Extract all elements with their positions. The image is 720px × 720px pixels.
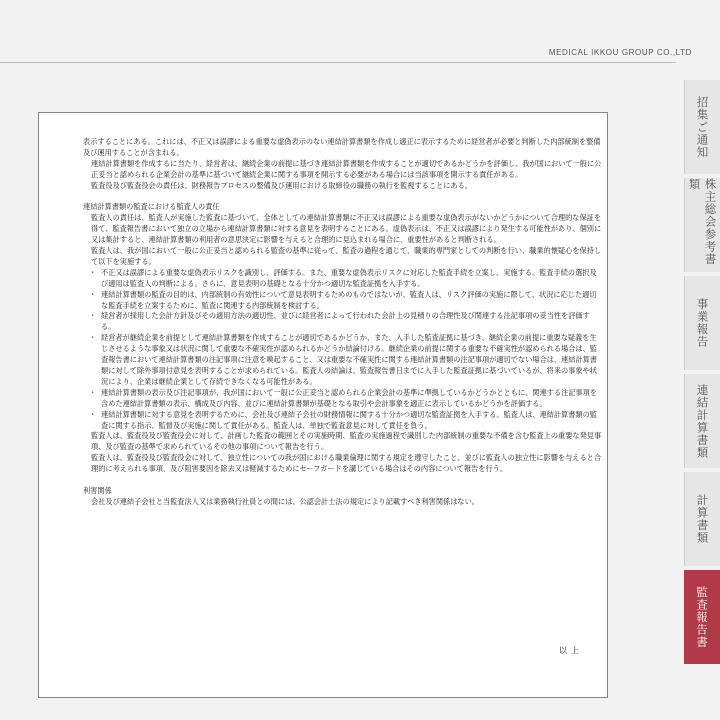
tab-financial-statements[interactable]: 計算書類 [684,472,720,566]
tab-consolidated-statements[interactable]: 連結計算書類 [684,374,720,468]
bullet-mark: ・ [89,387,97,397]
bullet-item [83,388,603,410]
section-heading: 連結計算書類の監査における監査人の責任 [83,202,220,212]
paragraph: 監査人の責任は、監査人が実施した監査に基づいて、全体としての連結計算書類に不正又は誤謬による重要な虚偽表示がないかどうかについて合理的な保証を得て、監査報告書において独立の立場から連結計算書類に対する意見を表明することにある。虚偽表示は、不正又は誤謬により発生する可能性があり、個別に又は集計すると、連結計算書類の利用者の意思決定に影響を与えると合理的に見込まれる場合に、重要性があると判断される。 [91,213,602,245]
bullet-text: 連結計算書類の監査の目的は、内部統制の有効性について意見表明するためのものではないが、監査人は、リスク評価の実施に際して、状況に応じた適切な監査手続を立案するために、監査に関連する内部統制を検討する。 [101,289,597,310]
bullet-item [83,410,603,432]
bullet-mark: ・ [89,311,97,321]
bullet-item [83,290,603,312]
bullet-text: 連結計算書類の表示及び注記事項が、我が国において一般に公正妥当と認められる企業会計の基準に準拠しているかどうかとともに、関連する注記事項を含めた連結計算書類の表示、構成及び内容、並びに連結計算書類が基礎となる取引や会計事象を適正に表示しているかどうかを評価する。 [101,387,597,408]
section-nav [684,80,720,668]
paragraph: 表示することにある。これには、不正又は誤謬による重要な虚偽表示のない連結計算書類を作成し適正に表示するために経営者が必要と判断した内部統制を整備及び運用することが含まれる。 [83,137,601,157]
paragraph: 監査人は、我が国において一般に公正妥当と認められる監査の基準に従って、監査の過程を通じて、職業的専門家としての判断を行い、職業的懐疑心を保持して以下を実施する。 [91,246,602,266]
bullet-item [83,268,603,290]
header-divider [0,62,676,63]
bullet-text: 経営者が採用した会計方針及びその適用方法の適切性、並びに経営者によって行われた会計上の見積りの合理性及び関連する注記事項の妥当性を評価する。 [101,311,590,332]
company-name: MEDICAL IKKOU GROUP CO.,LTD [548,48,692,57]
tab-business-report[interactable]: 事業報告 [684,276,720,370]
bullet-text: 不正又は誤謬による重要な虚偽表示リスクを識別し、評価する。また、重要な虚偽表示リスクに対応した監査手続を立案し、実施する。監査手続の選択及び適用は監査人の判断による。さらに、意見表明の基礎となる十分かつ適切な監査証拠を入手する。 [101,267,597,288]
tab-reference-documents[interactable]: 株主総会参考書類 [684,178,720,272]
paragraph: 会社及び連結子会社と当監査法人又は業務執行社員との間には、公認会計士法の規定により記載すべき利害関係はない。 [91,496,479,506]
closing-mark: 以上 [559,646,583,655]
bullet-item [83,311,603,333]
bullet-mark: ・ [89,333,97,343]
section-heading: 利害関係 [83,485,112,495]
paragraph: 監査人は、監査役及び監査役会に対して、独立性についての我が国における職業倫理に関する規定を遵守したこと、並びに監査人の独立性に影響を与えると合理的に考えられる事項、及び阻害要因を除去又は軽減するためにセーフガードを講じている場合はその内容について報告を行う。 [91,453,602,474]
tab-convocation-notice[interactable]: 招集ご通知 [684,80,720,174]
paragraph: 監査役及び監査役会の責任は、財務報告プロセスの整備及び運用における取締役の職務の執行を監視することにある。 [91,180,472,190]
bullet-mark: ・ [89,409,97,419]
bullet-mark: ・ [89,267,97,277]
document-body [83,137,603,508]
tab-audit-report[interactable]: 監査報告書 [684,570,720,664]
document-page [38,112,608,698]
bullet-text: 連結計算書類に対する意見を表明するために、会社及び連結子会社の財務情報に関する十分かつ適切な監査証拠を入手する。監査人は、連結計算書類の監査に関する指示、監督及び実施に関して責任がある。監査人は、単独で監査意見に対して責任を負う。 [101,409,597,430]
bullet-item [83,333,603,388]
bullet-text: 経営者が継続企業を前提として連結計算書類を作成することが適切であるかどうか、また、入手した監査証拠に基づき、継続企業の前提に重要な疑義を生じさせるような事象又は状況に関して重要な不確実性が認められるかどうか結論付ける。継続企業の前提に関する重要な不確実性が認められる場合は、監査報告書において連結計算書類の注記事項に注意を喚起すること、又は重要な不確実性に関する連結計算書類の注記事項が適切でない場合は、連結計算書類に対して除外事項付意見を表明することが求められている。監査人の結論は、監査報告書日までに入手した監査証拠に基づいているが、将来の事象や状況により、企業は継続企業として存続できなくなる可能性がある。 [101,333,597,386]
bullet-mark: ・ [89,289,97,299]
paragraph: 連結計算書類を作成するに当たり、経営者は、継続企業の前提に基づき連結計算書類を作成することが適切であるかどうかを評価し、我が国において一般に公正妥当と認められる企業会計の基準に基づいて継続企業に関する事項を開示する必要がある場合には当該事項を開示する責任がある。 [91,158,602,179]
paragraph: 監査人は、監査役及び監査役会に対して、計画した監査の範囲とその実施時期、監査の実施過程で識別した内部統制の重要な不備を含む監査上の重要な発見事項、及び監査の基準で求められているその他の事項について報告を行う。 [91,431,602,452]
